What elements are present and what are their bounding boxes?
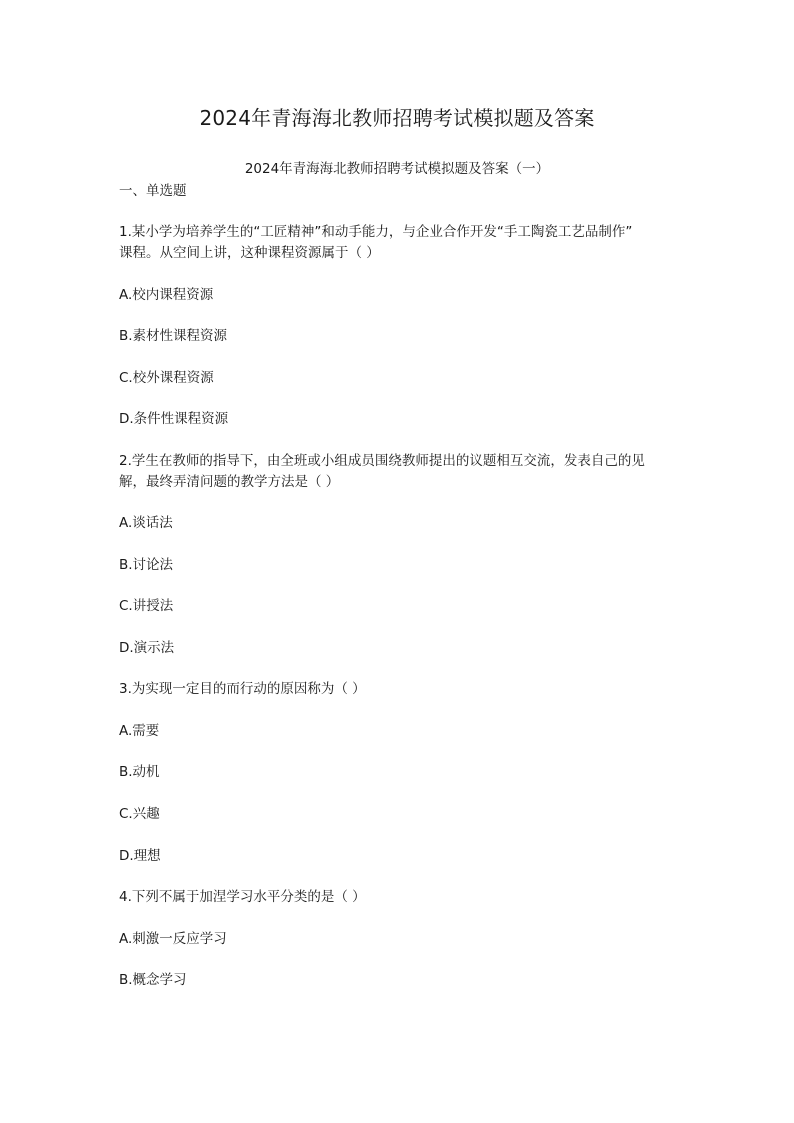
document-subtitle: 2024年青海海北教师招聘考试模拟题及答案（一） [244,161,550,177]
question-1-option-c: C.校外课程资源 [119,370,214,386]
question-1-option-b: B.素材性课程资源 [119,328,228,344]
question-2-stem-line-2: 解，最终弄清问题的教学方法是（ ） [119,474,340,490]
question-2-option-b: B.讨论法 [119,557,174,573]
question-2-stem-line-1: 2.学生在教师的指导下，由全班或小组成员围绕教师提出的议题相互交流，发表自己的见 [119,453,645,469]
question-3-option-b: B.动机 [119,764,160,780]
question-3-stem: 3.为实现一定目的而行动的原因称为（ ） [119,681,366,697]
question-1-stem-line-2: 课程。从空间上讲，这种课程资源属于（ ） [119,245,380,261]
document-title: 2024年青海海北教师招聘考试模拟题及答案 [199,106,595,130]
question-3-option-c: C.兴趣 [119,806,160,822]
question-1-option-a: A.校内课程资源 [119,287,214,303]
question-2-option-a: A.谈话法 [119,515,173,531]
question-4-stem: 4.下列不属于加涅学习水平分类的是（ ） [119,889,366,905]
question-1-option-d: D.条件性课程资源 [119,411,229,427]
question-4-option-b: B.概念学习 [119,972,187,988]
question-1-stem-line-1: 1.某小学为培养学生的“工匠精神”和动手能力，与企业合作开发“手工陶瓷工艺品制作” [119,224,633,240]
section-heading: 一、单选题 [119,183,187,199]
question-4-option-a: A.刺激一反应学习 [119,931,227,947]
question-3-option-a: A.需要 [119,723,160,739]
question-2-option-c: C.讲授法 [119,598,174,614]
question-2-option-d: D.演示法 [119,640,175,656]
question-3-option-d: D.理想 [119,848,161,864]
